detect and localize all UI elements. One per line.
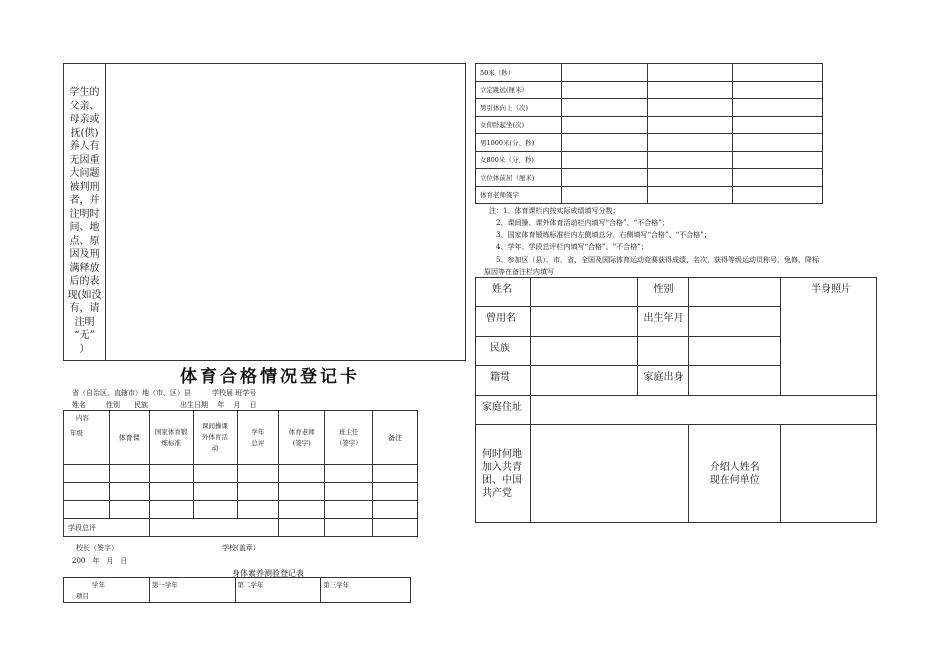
table-row <box>64 501 418 519</box>
test-score-cell <box>733 81 823 99</box>
parent-label-line: 因及刑 <box>69 249 100 260</box>
parent-label-line: 被判刑 <box>69 181 100 193</box>
test-score-cell <box>733 116 823 134</box>
test-score-cell <box>733 99 823 117</box>
test-item-label: 体育老师签字 <box>476 186 562 204</box>
remarks-header: 备注 <box>373 411 418 465</box>
year2-header: 第二学年 <box>235 578 321 603</box>
parent-label-line: 者，并 <box>69 195 100 206</box>
test-score-cell <box>647 81 733 99</box>
family-origin-label: 家庭出身 <box>637 366 689 396</box>
test-score-cell <box>733 134 823 152</box>
year3-header: 第三学年 <box>321 578 411 603</box>
note-3: 3、国家体育锻炼标准栏内左侧填总分，右侧填写“合格”、“不合格”； <box>496 231 711 239</box>
note-tail: 原因等在备注栏内填写 <box>484 268 554 276</box>
test-item-label: 男1000米(分、秒) <box>476 134 562 152</box>
test-score-cell <box>647 151 733 169</box>
test-score-cell <box>647 186 733 204</box>
table-row <box>64 483 418 501</box>
parent-label-line: “无” <box>74 330 95 341</box>
test-item-row <box>476 116 823 134</box>
joinParty-line: 何时何地 <box>482 448 522 460</box>
test-item-row <box>476 169 823 187</box>
note-2: 2、课间操、课外体育活动栏内填写“合格”、“不合格”； <box>496 219 669 227</box>
test-item-label: 立位体前屈（厘米) <box>476 169 562 187</box>
test-score-cell <box>561 186 647 204</box>
native-place-label: 籍贯 <box>476 366 531 396</box>
parent-label-line: 学生的 <box>69 87 100 98</box>
parent-label-line: 注明时 <box>69 208 100 220</box>
note-4: 4、学年、学段总评栏内填写“合格”、“不合格”； <box>496 243 648 251</box>
test-item-row <box>476 134 823 152</box>
joinParty-line: 共产党 <box>482 487 512 499</box>
test-score-cell <box>733 169 823 187</box>
year-total-header: 学年总评 <box>237 411 279 465</box>
test-score-cell <box>647 64 733 82</box>
parent-label-line: 父亲、 <box>69 100 100 112</box>
address-label: 家庭住址 <box>476 396 531 425</box>
test-item-row <box>476 151 823 169</box>
card-nation-label: 民族 <box>134 401 148 409</box>
parent-label-line: 满释放 <box>69 262 100 274</box>
year1-header: 第一学年 <box>149 578 235 603</box>
activities-header: 课间操课外体育活动 <box>193 411 237 465</box>
test-item-label: 立定跳远(厘米） <box>476 81 562 99</box>
grade-table <box>63 410 418 537</box>
test-score-cell <box>733 64 823 82</box>
card-date-label: 200 年 月 日 <box>72 557 128 565</box>
test-item-label: 男引体向上（次) <box>476 99 562 117</box>
test-item-label: 女仰卧起坐(次) <box>476 116 562 134</box>
pe-class-header: 体育课 <box>109 411 149 465</box>
test-score-cell <box>561 116 647 134</box>
card-title: 体育合格情况登记卡 <box>180 367 360 387</box>
note-1: 注：1、体育课栏内按实际成绩填写分数； <box>489 207 620 215</box>
school-seal-label: 学校(盖章） <box>222 544 260 552</box>
parent-label-line: 有，请 <box>69 303 100 314</box>
test-item-row <box>476 186 823 204</box>
test-item-row <box>476 64 823 82</box>
parent-info-label <box>64 86 105 356</box>
test-item-row <box>476 81 823 99</box>
parent-label-line: ） <box>79 343 90 355</box>
card-name-label: 姓名 <box>72 401 86 409</box>
former-name-label: 曾用名 <box>476 307 531 337</box>
introducer-line: 现在何单位 <box>709 474 760 486</box>
photo-cell <box>781 278 877 396</box>
joinParty-line: 加入共青 <box>482 461 522 473</box>
test-score-cell <box>561 81 647 99</box>
test-items-table <box>475 63 823 204</box>
class-teacher-header: 班主任（签字） <box>325 411 373 465</box>
parent-label-line: 抚(供) <box>70 127 99 139</box>
card-birth-label: 出生日期 年 月 日 <box>180 401 257 409</box>
test-score-cell <box>561 151 647 169</box>
profile-table <box>475 277 877 523</box>
parent-label-line: 注明 <box>74 316 95 328</box>
test-score-cell <box>561 169 647 187</box>
note-5: 5、参加区（县）、市、省、全国及国际体育运动竞赛获得成绩、名次，获得等级运动员称号，免修、降标 <box>496 256 819 264</box>
parent-label-line: 间、地 <box>69 222 100 233</box>
pe-teacher-header: 体育老师(签字) <box>279 411 325 465</box>
parent-info-box <box>63 63 466 361</box>
parent-label-line: 后的表 <box>69 276 100 287</box>
parent-label-line: 母亲或 <box>69 114 100 125</box>
table-row <box>64 465 418 483</box>
introducer-label <box>689 425 781 523</box>
birth-date-label: 出生年月 <box>637 307 689 337</box>
parent-label-line: 点、原 <box>69 235 100 247</box>
photo-label: 半身照片 <box>811 284 852 295</box>
test-score-cell <box>647 134 733 152</box>
card-sex-label: 性别 <box>106 401 120 409</box>
test-item-row <box>476 99 823 117</box>
principal-signature-label: 校长（签字） <box>76 544 118 552</box>
fitness-header-table <box>63 577 411 603</box>
test-score-cell <box>561 134 647 152</box>
stage-total-row <box>64 519 418 537</box>
parent-label-line: 无因重 <box>69 154 100 166</box>
fitness-table-title: 身体素养测验登记表 <box>232 569 304 578</box>
sex-label: 性别 <box>637 278 689 307</box>
name-label: 姓名 <box>476 278 531 307</box>
joinParty-line: 团、中国 <box>482 474 522 486</box>
test-score-cell <box>647 99 733 117</box>
test-score-cell <box>561 99 647 117</box>
nation-label: 民族 <box>476 337 531 366</box>
test-score-cell <box>647 169 733 187</box>
card-location-line: 省（自治区、直辖市）地（市、区）县 学校届 班学号 <box>72 389 257 397</box>
test-score-cell <box>647 116 733 134</box>
parent-label-line: 养人有 <box>69 141 100 152</box>
parent-label-line: 大问题 <box>69 168 100 179</box>
test-score-cell <box>561 64 647 82</box>
test-item-label: 女800米（分、秒) <box>476 151 562 169</box>
test-score-cell <box>733 151 823 169</box>
parent-label-line: 现(如没 <box>67 289 102 301</box>
year-item-header: 学年 项目 <box>64 578 150 603</box>
test-item-label: 50米（秒） <box>476 64 562 82</box>
test-score-cell <box>733 186 823 204</box>
content-year-header: 内容 年级 <box>64 411 110 465</box>
join-party-label <box>476 425 531 523</box>
introducer-line: 介绍人姓名 <box>709 461 760 473</box>
stage-total-label: 学段总评 <box>64 519 150 537</box>
parent-info-divider <box>105 63 106 361</box>
standard-header: 国家体育锻炼标准 <box>149 411 193 465</box>
